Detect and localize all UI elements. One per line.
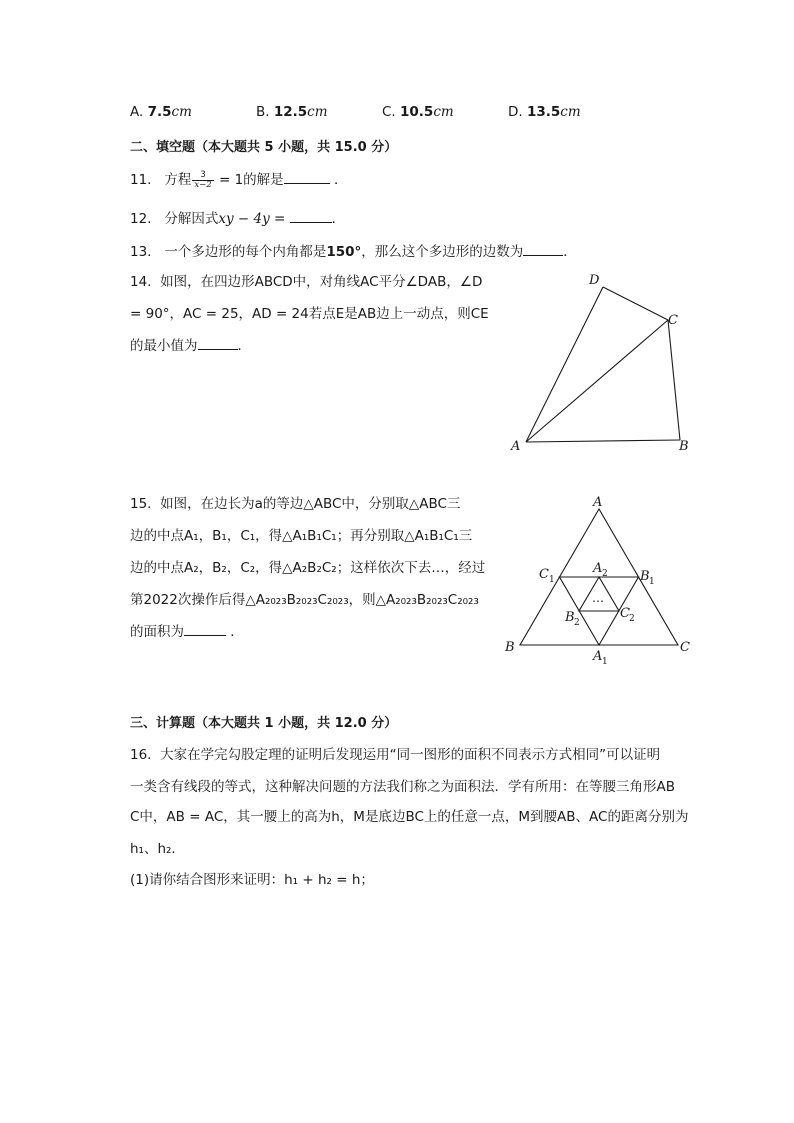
label-c: C — [668, 313, 678, 328]
ellipsis-dots: … — [592, 591, 604, 605]
section-2-heading: 二、填空题（本大题共 5 小题，共 15.0 分） — [130, 140, 398, 155]
label-d: D — [589, 273, 600, 288]
question-15-line-5: 的面积为 ． — [130, 620, 244, 640]
quadrilateral-figure — [500, 262, 710, 462]
question-16-part-1: (1)请你结合图形来证明：h₁ + h₂ = h； — [130, 872, 374, 888]
label-c1: C — [539, 567, 549, 582]
answer-blank[interactable] — [198, 335, 238, 350]
label-b2-subscript: 2 — [574, 618, 580, 628]
label-c: C — [680, 640, 690, 655]
answer-blank[interactable] — [523, 241, 563, 256]
answer-blank[interactable] — [284, 169, 330, 184]
nested-triangles-figure — [500, 490, 710, 670]
question-16-line-4: h₁、h₂． — [130, 841, 185, 857]
answer-blank[interactable] — [184, 621, 226, 636]
label-a: A — [511, 439, 521, 454]
choice-a: A. 7.5cm — [130, 104, 192, 120]
segment-bc — [668, 320, 680, 440]
choice-c: C. 10.5cm — [382, 104, 454, 120]
question-16-line-1: 16. 大家在学完勾股定理的证明后发现运用“同一图形的面积不同表示方式相同”可以证明 — [130, 747, 661, 763]
segment-ab — [526, 440, 680, 442]
label-b: B — [679, 439, 689, 454]
choice-d: D. 13.5cm — [508, 104, 581, 120]
question-15-line-1: 15. 如图，在边长为a的等边△ABC中，分别取△ABC三 — [130, 496, 461, 512]
label-a2: A — [593, 561, 603, 576]
label-c2-subscript: 2 — [629, 614, 635, 624]
label-b1: B — [640, 569, 650, 584]
answer-blank[interactable] — [290, 208, 332, 223]
fraction: $\frac{3}{x-2}$ — [194, 169, 212, 190]
label-b2: B — [565, 610, 575, 625]
label-b: B — [505, 640, 515, 655]
question-15-line-2: 边的中点A₁，B₁，C₁，得△A₁B₁C₁；再分别取△A₁B₁C₁三 — [130, 528, 473, 544]
question-14-line-2: = 90°，AC = 25，AD = 24若点E是AB边上一动点，则CE — [130, 306, 489, 322]
label-a: A — [593, 495, 603, 510]
question-15-line-4: 第2022次操作后得△A₂₀₂₃B₂₀₂₃C₂₀₂₃，则△A₂₀₂₃B₂₀₂₃C₂₀₂₃ — [130, 592, 479, 608]
question-14-line-3: 的最小值为 ． — [130, 334, 251, 354]
question-12: 12. 分解因式xy − 4y = ． — [130, 207, 345, 227]
label-c2: C — [620, 606, 630, 621]
diagonal-ac — [526, 320, 668, 442]
label-a2-subscript: 2 — [602, 569, 608, 579]
segment-da — [526, 287, 603, 442]
question-11: 11. 方程 $\frac{3}{x-2}$ = 1的解是 ． — [130, 169, 348, 190]
label-b1-subscript: 1 — [649, 577, 655, 587]
question-16-line-2: 一类含有线段的等式，这种解决问题的方法我们称之为面积法．学有所用：在等腰三角形AB — [130, 779, 675, 795]
question-16-line-3: C中，AB = AC，其一腰上的高为h，M是底边BC上的任意一点，M到腰AB、AC的距离分别为 — [130, 809, 689, 825]
segment-cd — [603, 287, 668, 320]
label-c1-subscript: 1 — [549, 575, 555, 585]
question-13: 13. 一个多边形的每个内角都是150°，那么这个多边形的边数为 ． — [130, 240, 577, 260]
section-3-heading: 三、计算题（本大题共 1 小题，共 12.0 分） — [130, 716, 398, 731]
label-a1: A — [593, 649, 603, 664]
choice-b: B. 12.5cm — [256, 104, 328, 120]
question-14-line-1: 14. 如图，在四边形ABCD中，对角线AC平分∠DAB，∠D — [130, 274, 483, 290]
question-15-line-3: 边的中点A₂，B₂，C₂，得△A₂B₂C₂；这样依次下去…，经过 — [130, 560, 486, 576]
label-a1-subscript: 1 — [602, 657, 608, 667]
